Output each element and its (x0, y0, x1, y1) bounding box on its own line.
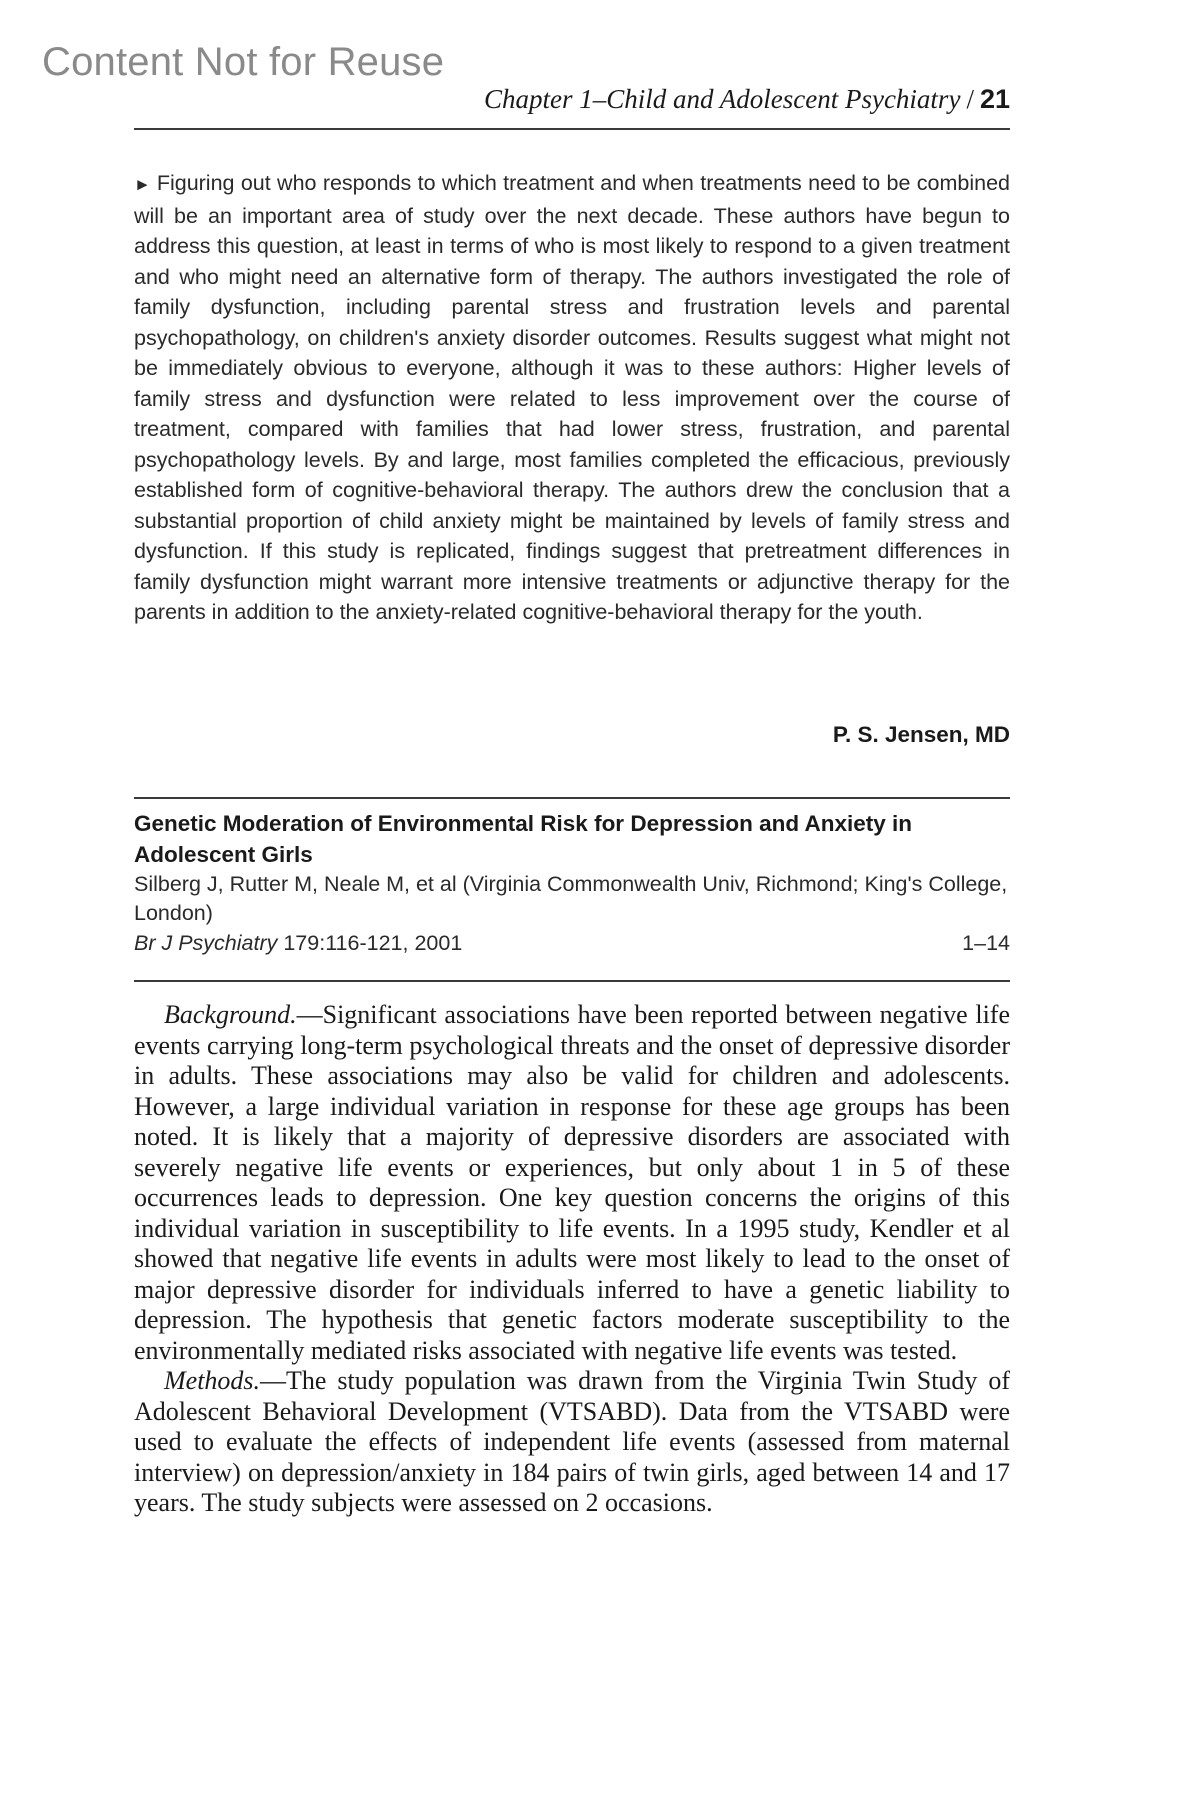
article-top-rule (134, 797, 1010, 799)
abstract (134, 1000, 1010, 1519)
citation-details: 179:116-121, 2001 (277, 931, 463, 955)
article-header (134, 808, 1010, 958)
background-text: —Significant associations have been reported between negative life events carrying long-term psychological threats and the onset of depressive disorder in adults. These associations may also be valid for children and adolescents. However, a large individual variation in response for these age groups has been noted. It is likely that a majority of depressive disorders are associated with severely negative life events or experiences, but only about 1 in 5 of these occurrences leads to depression. One key question concerns the origins of this individual variation in susceptibility to life events. In a 1995 study, Kendler et al showed that negative life events in adults were most likely to lead to the onset of major depressive disorder for individuals inferred to have a genetic liability to depression. The hypothesis that genetic factors moderate susceptibility to the environmentally mediated risks associated with negative life events was tested. (134, 1000, 1010, 1365)
background-label: Background. (164, 1000, 297, 1029)
commentary-paragraph (134, 168, 1010, 628)
running-header (134, 84, 1010, 115)
header-separator: / (966, 84, 974, 114)
commentary-author: P. S. Jensen, MD (832, 722, 1010, 747)
article-bottom-rule (134, 980, 1010, 982)
chapter-title: Chapter 1–Child and Adolescent Psychiatry (483, 84, 961, 114)
methods-label: Methods. (164, 1366, 261, 1395)
journal-name: Br J Psychiatry (134, 931, 278, 955)
watermark: Content Not for Reuse (42, 40, 445, 84)
methods-paragraph (134, 1366, 1010, 1519)
methods-text: —The study population was drawn from the Virginia Twin Study of Adolescent Behavioral Development (VTSABD). Data from the VTSABD were used to evaluate the effects of independent life events (assessed from maternal interview) on depression/anxiety in 184 pairs of twin girls, aged between 14 and 17 years. The study subjects were assessed on 2 occasions. (134, 1366, 1010, 1517)
citation (134, 928, 462, 958)
article-title: Genetic Moderation of Environmental Risk for Depression and Anxiety in Adolescent Girls (134, 811, 913, 867)
header-rule (134, 128, 1010, 130)
article-authors: Silberg J, Rutter M, Neale M, et al (Virginia Commonwealth Univ, Richmond; King's College, London) (134, 872, 1008, 925)
citation-row (134, 928, 1010, 958)
commentary-text: Figuring out who responds to which treatment and when treatments need to be combined will be an important area of study over the next decade. These authors have begun to address this question, at least in terms of who is most likely to respond to a given treatment and who might need an alternative form of therapy. The authors investigated the role of family dysfunction, including parental stress and frustration levels and parental psychopathology, on children's anxiety disorder outcomes. Results suggest what might not be immediately obvious to everyone, although it was to these authors: Higher levels of family stress and dysfunction were related to less improvement over the course of treatment, compared with families that had lower stress, frustration, and parental psychopathology levels. By and large, most families completed the efficacious, previously established form of cognitive-behavioral therapy. The authors drew the conclusion that a substantial proportion of child anxiety might be maintained by levels of family stress and dysfunction. If this study is replicated, findings suggest that pretreatment differences in family dysfunction might warrant more intensive treatments or adjunctive therapy for the parents in addition to the anxiety-related cognitive-behavioral therapy for the youth. (134, 171, 1010, 624)
reference-id: 1–14 (962, 931, 1010, 955)
arrow-bullet-icon: ► (134, 175, 151, 194)
background-paragraph (134, 1000, 1010, 1366)
page-number: 21 (979, 84, 1010, 114)
